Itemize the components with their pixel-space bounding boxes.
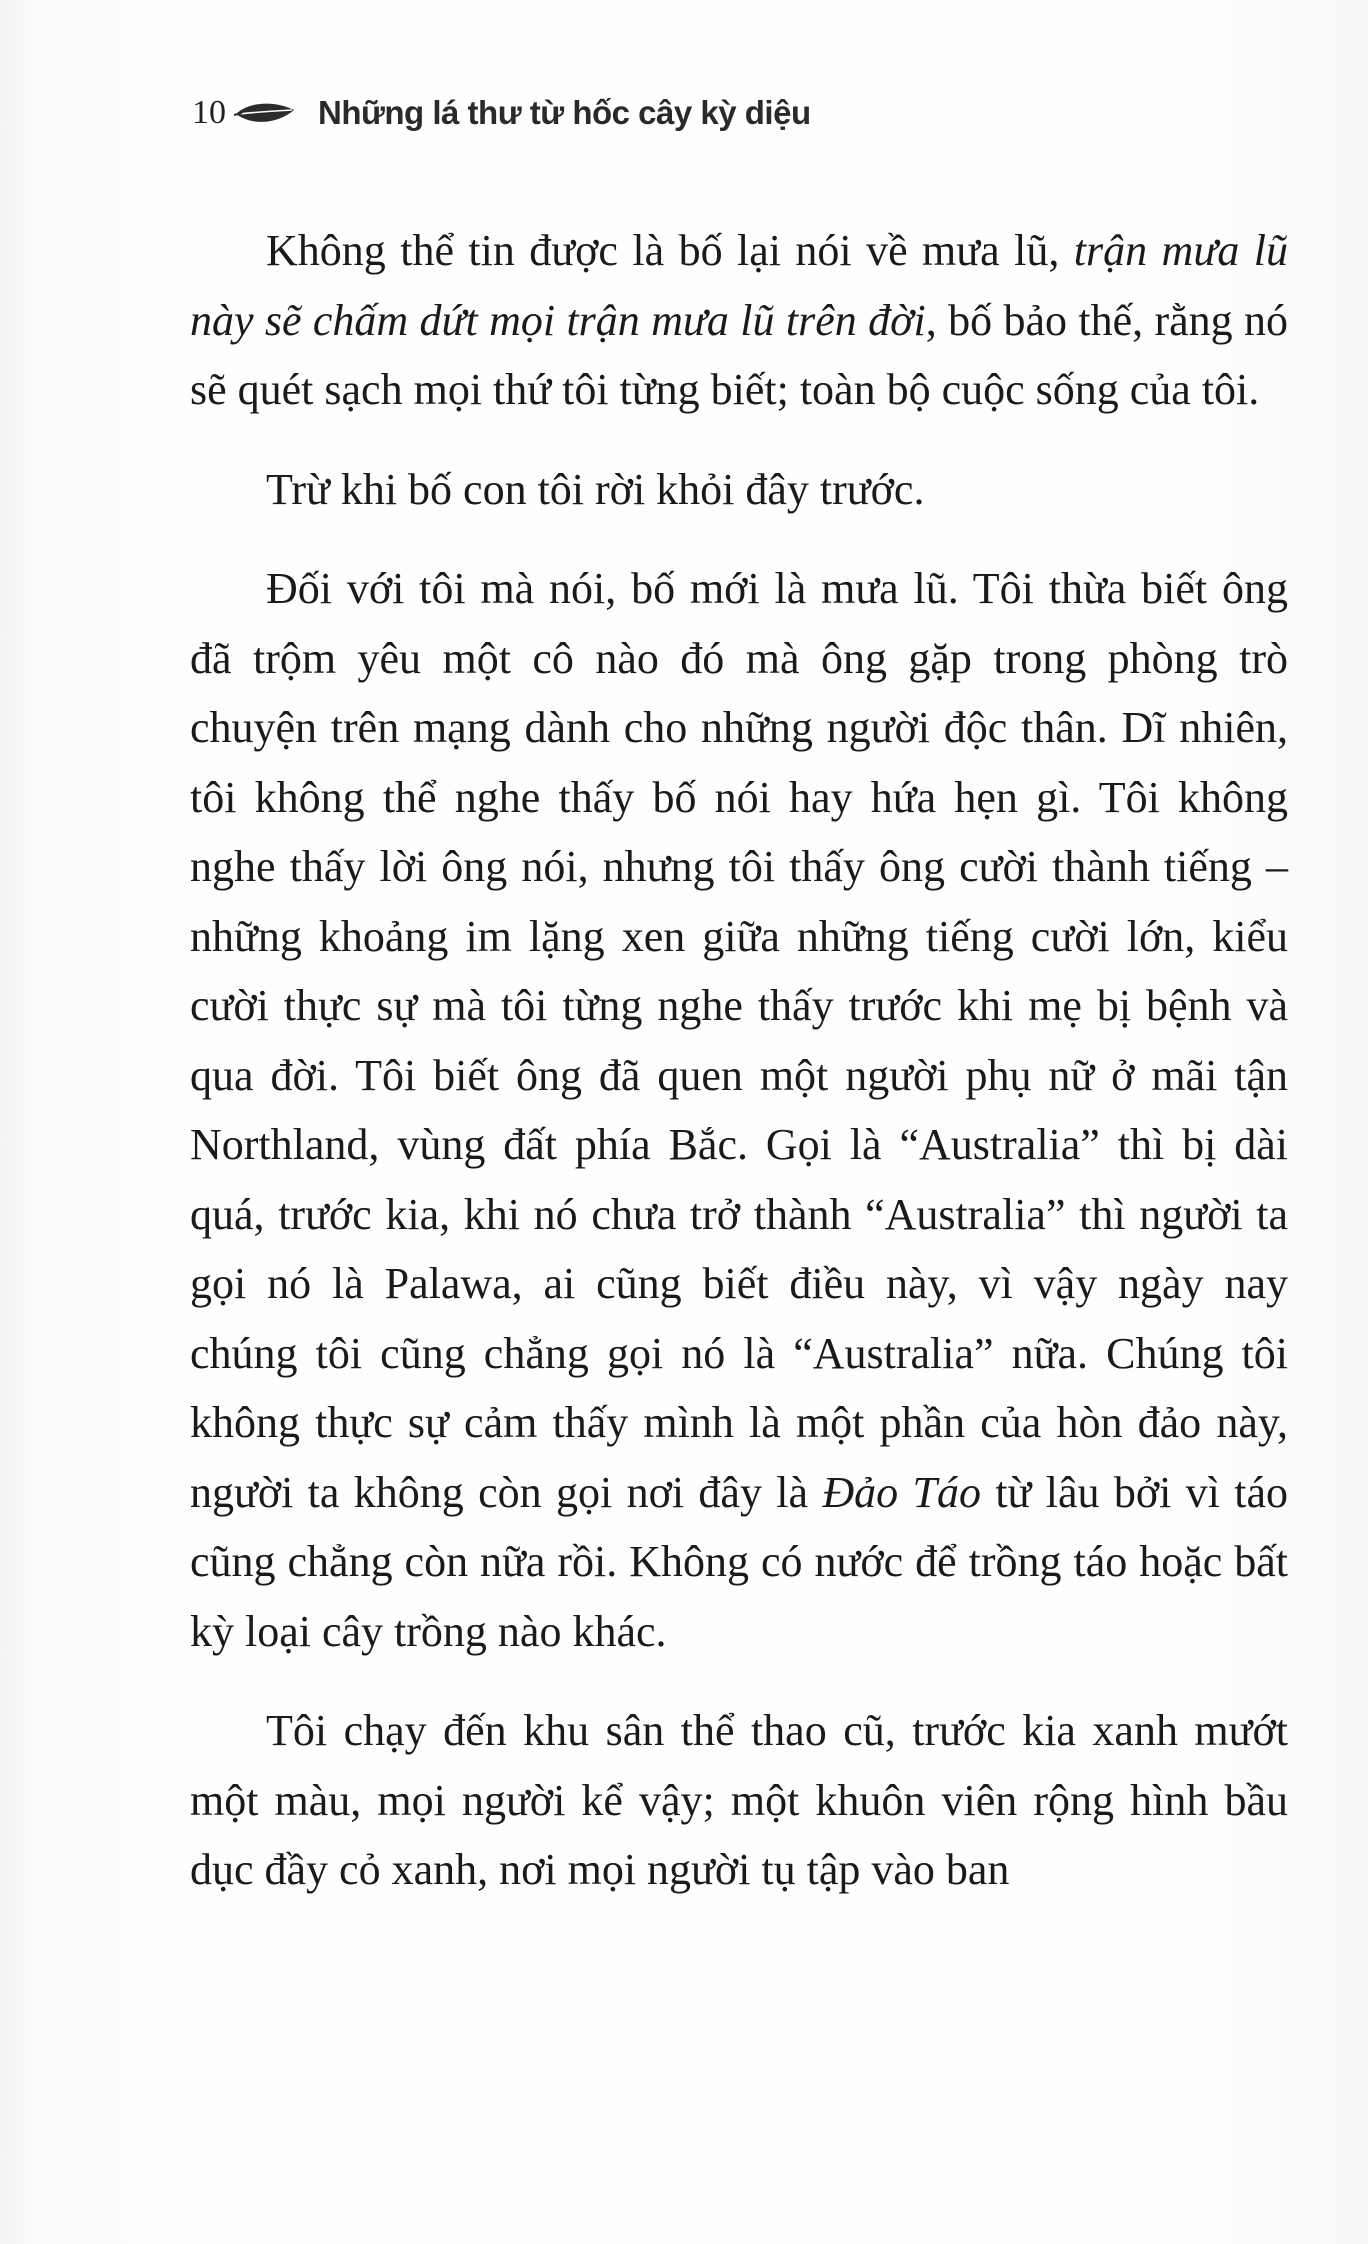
- paragraph-4: [190, 1696, 1288, 1905]
- running-title: Những lá thư từ hốc cây kỳ diệu: [318, 94, 811, 131]
- paragraph-4-text: Tôi chạy đến khu sân thể thao cũ, trước kia xanh mướt một màu, mọi người kể vậy; một khuôn viên rộng hình bầu dục đầy cỏ xanh, nơi mọi người tụ tập vào ban: [190, 1706, 1288, 1894]
- body-text: [190, 216, 1288, 1935]
- page-number: 10: [192, 94, 226, 131]
- paragraph-3: [190, 554, 1288, 1666]
- paragraph-3-italic: Đảo Táo: [822, 1467, 981, 1517]
- paragraph-3-text-a: Đối với tôi mà nói, bố mới là mưa lũ. Tôi thừa biết ông đã trộm yêu một cô nào đó mà ông gặp trong phòng trò chuyện trên mạng dành cho những người độc thân. Dĩ nhiên, tôi không thể nghe thấy bố nói hay hứa hẹn gì. Tôi không nghe thấy lời ông nói, nhưng tôi thấy ông cười thành tiếng – những khoảng im lặng xen giữa những tiếng cười lớn, kiểu cười thực sự mà tôi từng nghe thấy trước khi mẹ bị bệnh và qua đời. Tôi biết ông đã quen một người phụ nữ ở mãi tận Northland, vùng đất phía Bắc. Gọi là “Australia” thì bị dài quá, trước kia, khi nó chưa trở thành “Australia” thì người ta gọi nó là Palawa, ai cũng biết điều này, vì vậy ngày nay chúng tôi cũng chẳng gọi nó là “Australia” nữa. Chúng tôi không thực sự cảm thấy mình là một phần của hòn đảo này, người ta không còn gọi nơi đây là: [190, 564, 1288, 1517]
- paragraph-2: [190, 455, 1288, 525]
- paragraph-1-italic: trận mưa lũ này sẽ chấm dứt mọi trận mưa lũ trên đời: [190, 226, 1288, 345]
- running-header: [192, 88, 811, 138]
- paragraph-3-text-b: từ lâu bởi vì táo cũng chẳng còn nữa rồi. Không có nước để trồng táo hoặc bất kỳ loại cây trồng nào khác.: [190, 1467, 1289, 1656]
- paragraph-2-text: Trừ khi bố con tôi rời khỏi đây trước.: [266, 464, 925, 514]
- paragraph-1-text-b: , bố bảo thế, rằng nó sẽ quét sạch mọi thứ tôi từng biết; toàn bộ cuộc sống của tôi.: [190, 295, 1289, 414]
- paragraph-1: [190, 216, 1288, 425]
- paragraph-1-text-a: Không thể tin được là bố lại nói về mưa lũ,: [266, 226, 1074, 275]
- leaf-ornament-icon: [234, 98, 296, 128]
